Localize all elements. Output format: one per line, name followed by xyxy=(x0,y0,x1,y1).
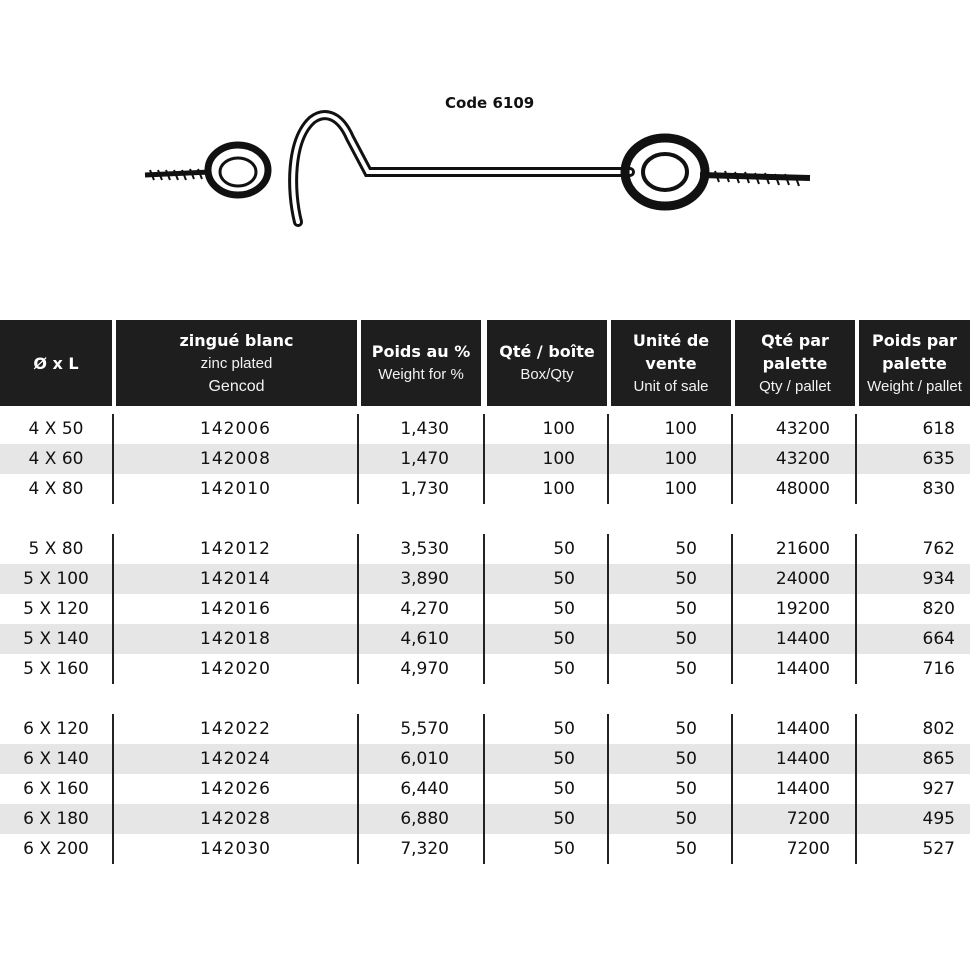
cell-weight-per-pallet: 495 xyxy=(922,809,955,829)
cell-qty-per-pallet: 43200 xyxy=(775,449,830,469)
column-divider xyxy=(112,714,114,864)
cell-weight-per-pallet: 635 xyxy=(922,449,955,469)
cell-weight-per-100: 6,010 xyxy=(400,749,449,769)
cell-box-qty: 50 xyxy=(553,839,575,859)
header-label-en: Weight / pallet xyxy=(867,377,962,395)
header-box-qty xyxy=(487,320,607,406)
cell-unit-of-sale: 50 xyxy=(675,659,697,679)
column-divider xyxy=(855,714,857,864)
header-label-en: Qty / pallet xyxy=(759,377,831,395)
cell-qty-per-pallet: 14400 xyxy=(775,659,830,679)
table-row xyxy=(0,594,970,624)
cell-size: 5 X 80 xyxy=(28,539,84,559)
table-row xyxy=(0,534,970,564)
column-divider xyxy=(731,534,733,684)
cell-qty-per-pallet: 21600 xyxy=(775,539,830,559)
header-label-en: zinc plated xyxy=(200,354,273,372)
table-row xyxy=(0,714,970,744)
cell-box-qty: 100 xyxy=(542,449,575,469)
specification-table xyxy=(0,320,970,859)
cell-gencod: 142028 xyxy=(200,809,271,829)
table-row xyxy=(0,654,970,684)
cell-box-qty: 50 xyxy=(553,629,575,649)
cell-qty-per-pallet: 14400 xyxy=(775,749,830,769)
cell-size: 6 X 180 xyxy=(23,809,89,829)
cell-qty-per-pallet: 24000 xyxy=(775,569,830,589)
cell-weight-per-pallet: 762 xyxy=(922,539,955,559)
cell-gencod: 142014 xyxy=(200,569,271,589)
cell-unit-of-sale: 50 xyxy=(675,779,697,799)
cell-box-qty: 50 xyxy=(553,539,575,559)
cell-qty-per-pallet: 7200 xyxy=(786,809,830,829)
cell-qty-per-pallet: 14400 xyxy=(775,779,830,799)
header-label-en: Unit of sale xyxy=(633,377,709,395)
cell-box-qty: 50 xyxy=(553,569,575,589)
table-group xyxy=(0,714,970,864)
cell-size: 5 X 160 xyxy=(23,659,89,679)
cell-gencod: 142030 xyxy=(200,839,271,859)
gate-hook xyxy=(293,115,630,222)
cell-box-qty: 50 xyxy=(553,719,575,739)
cell-weight-per-100: 5,570 xyxy=(400,719,449,739)
column-divider xyxy=(483,414,485,504)
header-size xyxy=(0,320,112,406)
cell-gencod: 142006 xyxy=(200,419,271,439)
cell-unit-of-sale: 50 xyxy=(675,599,697,619)
cell-qty-per-pallet: 19200 xyxy=(775,599,830,619)
cell-size: 6 X 160 xyxy=(23,779,89,799)
table-row xyxy=(0,834,970,864)
cell-unit-of-sale: 50 xyxy=(675,809,697,829)
table-row xyxy=(0,774,970,804)
hook-and-eye-illustration xyxy=(140,100,820,240)
cell-weight-per-pallet: 716 xyxy=(922,659,955,679)
cell-weight-per-pallet: 618 xyxy=(922,419,955,439)
cell-gencod: 142026 xyxy=(200,779,271,799)
cell-qty-per-pallet: 14400 xyxy=(775,629,830,649)
cell-weight-per-pallet: 934 xyxy=(922,569,955,589)
header-qty-per-pallet xyxy=(735,320,855,406)
table-row xyxy=(0,744,970,774)
cell-box-qty: 50 xyxy=(553,659,575,679)
cell-size: 6 X 200 xyxy=(23,839,89,859)
cell-weight-per-pallet: 664 xyxy=(922,629,955,649)
cell-unit-of-sale: 50 xyxy=(675,839,697,859)
column-divider xyxy=(112,414,114,504)
cell-unit-of-sale: 50 xyxy=(675,749,697,769)
cell-unit-of-sale: 50 xyxy=(675,569,697,589)
column-divider xyxy=(731,714,733,864)
cell-weight-per-pallet: 830 xyxy=(922,479,955,499)
cell-box-qty: 50 xyxy=(553,749,575,769)
column-divider xyxy=(607,714,609,864)
cell-weight-per-pallet: 527 xyxy=(922,839,955,859)
table-group xyxy=(0,414,970,504)
cell-qty-per-pallet: 43200 xyxy=(775,419,830,439)
header-label-fr: Unité de vente xyxy=(632,330,710,373)
cell-weight-per-100: 4,270 xyxy=(400,599,449,619)
cell-gencod: 142016 xyxy=(200,599,271,619)
table-row xyxy=(0,414,970,444)
cell-gencod: 142018 xyxy=(200,629,271,649)
cell-gencod: 142010 xyxy=(200,479,271,499)
cell-box-qty: 100 xyxy=(542,419,575,439)
cell-gencod: 142022 xyxy=(200,719,271,739)
column-divider xyxy=(357,714,359,864)
cell-weight-per-pallet: 865 xyxy=(922,749,955,769)
cell-box-qty: 50 xyxy=(553,599,575,619)
cell-weight-per-100: 4,970 xyxy=(400,659,449,679)
cell-weight-per-100: 1,470 xyxy=(400,449,449,469)
cell-box-qty: 100 xyxy=(542,479,575,499)
table-body xyxy=(0,414,970,864)
cell-gencod: 142020 xyxy=(200,659,271,679)
header-weight-per-100 xyxy=(361,320,481,406)
header-label-en: Box/Qty xyxy=(520,366,574,383)
cell-weight-per-100: 3,530 xyxy=(400,539,449,559)
header-label-fr: Qté par palette xyxy=(761,330,829,373)
column-divider xyxy=(357,414,359,504)
cell-box-qty: 50 xyxy=(553,809,575,829)
column-divider xyxy=(112,534,114,684)
cell-size: 4 X 60 xyxy=(28,449,84,469)
cell-unit-of-sale: 50 xyxy=(675,629,697,649)
cell-weight-per-100: 3,890 xyxy=(400,569,449,589)
header-unit-of-sale xyxy=(611,320,731,406)
header-label-fr: Ø x L xyxy=(33,353,79,373)
cell-unit-of-sale: 50 xyxy=(675,539,697,559)
header-label-fr: Poids au % xyxy=(371,342,471,361)
cell-size: 6 X 140 xyxy=(23,749,89,769)
column-divider xyxy=(855,414,857,504)
cell-qty-per-pallet: 48000 xyxy=(775,479,830,499)
cell-size: 5 X 100 xyxy=(23,569,89,589)
table-row xyxy=(0,624,970,654)
table-row xyxy=(0,564,970,594)
header-label-sub: Gencod xyxy=(208,377,265,395)
cell-gencod: 142012 xyxy=(200,539,271,559)
cell-size: 4 X 50 xyxy=(28,419,84,439)
header-label-fr: Qté / boîte xyxy=(499,342,595,361)
cell-size: 5 X 120 xyxy=(23,599,89,619)
column-divider xyxy=(731,414,733,504)
cell-unit-of-sale: 100 xyxy=(664,449,697,469)
cell-weight-per-100: 1,730 xyxy=(400,479,449,499)
table-header-row xyxy=(0,320,970,406)
header-label-fr: Poids par palette xyxy=(872,330,957,373)
cell-qty-per-pallet: 14400 xyxy=(775,719,830,739)
column-divider xyxy=(483,714,485,864)
header-weight-per-pallet xyxy=(859,320,970,406)
table-row xyxy=(0,474,970,504)
column-divider xyxy=(607,414,609,504)
cell-weight-per-pallet: 927 xyxy=(922,779,955,799)
right-screw-eye xyxy=(625,138,810,206)
cell-size: 5 X 140 xyxy=(23,629,89,649)
cell-gencod: 142024 xyxy=(200,749,271,769)
product-code-label: Code 6109 xyxy=(445,94,535,112)
cell-unit-of-sale: 50 xyxy=(675,719,697,739)
table-row xyxy=(0,444,970,474)
cell-unit-of-sale: 100 xyxy=(664,479,697,499)
column-divider xyxy=(357,534,359,684)
cell-weight-per-100: 1,430 xyxy=(400,419,449,439)
cell-unit-of-sale: 100 xyxy=(664,419,697,439)
left-screw-eye xyxy=(145,145,268,195)
header-label-fr: zingué blanc xyxy=(179,330,294,350)
column-divider xyxy=(483,534,485,684)
cell-size: 6 X 120 xyxy=(23,719,89,739)
cell-weight-per-100: 7,320 xyxy=(400,839,449,859)
table-row xyxy=(0,804,970,834)
cell-qty-per-pallet: 7200 xyxy=(786,839,830,859)
header-label-en: Weight for % xyxy=(378,366,464,383)
table-group xyxy=(0,534,970,684)
cell-box-qty: 50 xyxy=(553,779,575,799)
cell-weight-per-pallet: 820 xyxy=(922,599,955,619)
column-divider xyxy=(607,534,609,684)
cell-weight-per-pallet: 802 xyxy=(922,719,955,739)
cell-size: 4 X 80 xyxy=(28,479,84,499)
column-divider xyxy=(855,534,857,684)
cell-weight-per-100: 4,610 xyxy=(400,629,449,649)
cell-weight-per-100: 6,440 xyxy=(400,779,449,799)
cell-gencod: 142008 xyxy=(200,449,271,469)
cell-weight-per-100: 6,880 xyxy=(400,809,449,829)
header-gencod xyxy=(116,320,357,406)
